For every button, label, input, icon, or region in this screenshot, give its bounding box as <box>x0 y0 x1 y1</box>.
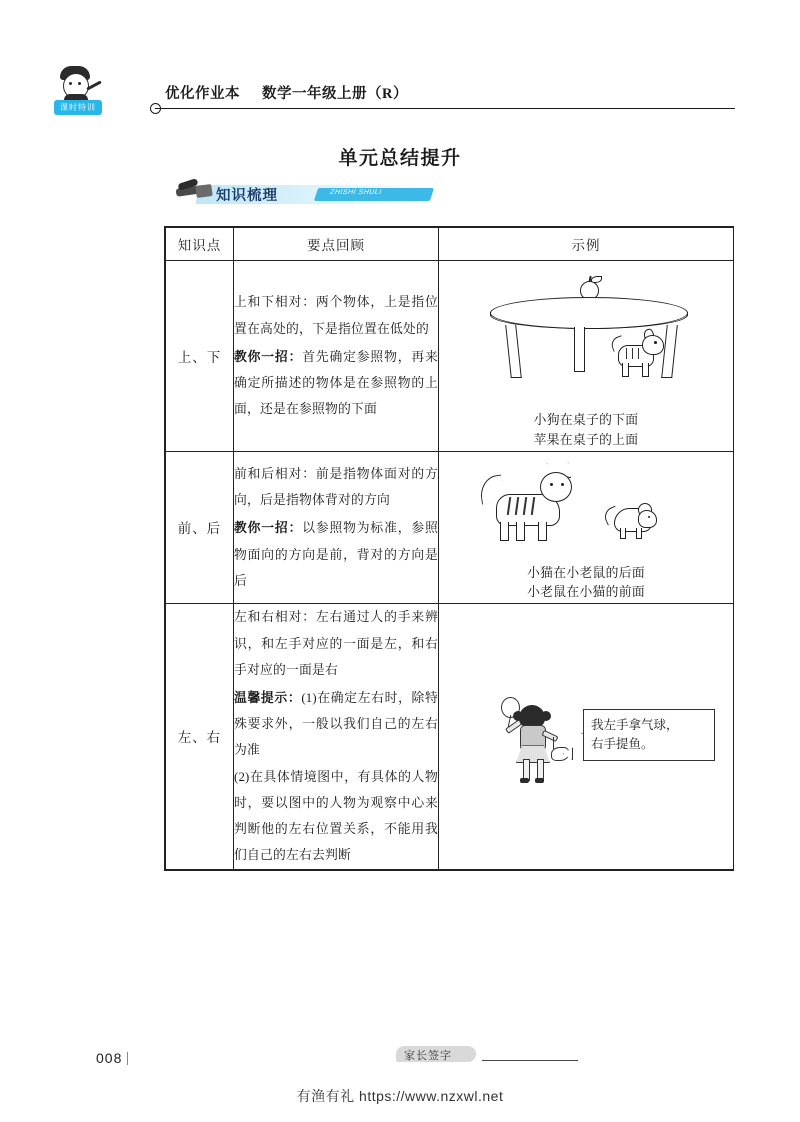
column-header-point: 知识点 <box>166 228 234 261</box>
book-subject: 数学一年级上册（R） <box>262 86 408 102</box>
column-header-recall: 要点回顾 <box>234 228 439 261</box>
row-recall-up-down <box>234 261 439 452</box>
page-header <box>0 72 800 122</box>
section-banner <box>140 183 430 209</box>
recall-tip-text: 以参照物为标准，参照物面向的方向是前，背对的方向是后 <box>234 521 439 588</box>
series-logo <box>52 64 112 122</box>
row-example-left-right <box>439 604 734 869</box>
table-row <box>166 604 734 869</box>
row-point-left-right: 左、右 <box>166 604 234 869</box>
example-caption-front-back <box>439 564 733 604</box>
recall-main-text: 上和下相对：两个物体，上是指位置在高处的，下是指位置在低处的 <box>234 295 438 336</box>
signature-label: 家长签字 <box>404 1050 452 1062</box>
recall-tip-text: 首先确定参照物，再来确定所描述的物体是在参照物的上面，还是在参照物的下面 <box>234 349 439 417</box>
cat-icon <box>490 466 585 546</box>
example-caption-up-down <box>439 411 733 451</box>
caption-line-2: 苹果在桌子的上面 <box>533 432 639 447</box>
signature-line <box>482 1060 578 1061</box>
table-header-row <box>166 228 734 261</box>
recall-tip-label: 教你一招： <box>234 521 303 536</box>
page-title: 单元总结提升 <box>338 148 462 169</box>
footer-page-number <box>96 1050 128 1066</box>
row-example-up-down <box>439 261 734 452</box>
watermark-text: 有渔有礼 https://www.nzxwl.net <box>296 1088 504 1104</box>
girl-icon <box>499 689 575 785</box>
page-number-value: 008 <box>96 1050 123 1066</box>
row-recall-front-back <box>234 451 439 604</box>
recall-main-text: 左和右相对：左右通过人的手来辨识，和左手对应的一面是左，和右手对应的一面是右 <box>234 610 438 677</box>
recall-tip-text: (1)在确定左右时，除特殊要求外，一般以我们自己的左右为准 <box>234 690 438 758</box>
footer-signature-area <box>396 1046 696 1066</box>
table-row <box>166 451 734 604</box>
recall-tip-label: 教你一招： <box>234 349 303 364</box>
caption-line-1: 小猫在小老鼠的后面 <box>527 565 645 580</box>
section-pinyin: ZHISHI SHULI <box>328 189 383 196</box>
recall-tip-text-2: (2)在具体情境图中，有具体的人物时，要以图中的人物为观察中心来判断他的左右位置关系，不能用我们自己的左右去判断 <box>234 769 438 863</box>
logo-badge-label: 课时特训 <box>54 100 102 115</box>
row-example-front-back <box>439 451 734 604</box>
logo-character-icon <box>60 66 90 100</box>
column-header-example: 示例 <box>439 228 734 261</box>
book-title: 优化作业本 <box>165 86 240 102</box>
dog-icon <box>616 327 672 377</box>
illustration-girl-balloon-fish <box>441 681 731 791</box>
illustration-cat-mouse <box>456 458 716 558</box>
row-point-up-down: 上、下 <box>166 261 234 452</box>
brush-icon <box>176 181 216 205</box>
mouse-icon <box>608 498 670 542</box>
speech-line-1: 我左手拿气球， <box>591 718 679 733</box>
caption-line-2: 小老鼠在小猫的前面 <box>527 585 645 600</box>
section-label: 知识梳理 <box>216 188 278 204</box>
caption-line-1: 小狗在桌子的下面 <box>533 413 639 427</box>
knowledge-table <box>164 226 734 871</box>
recall-tip-label: 温馨提示： <box>234 690 302 705</box>
header-title-group <box>165 82 408 103</box>
speech-line-2: 右手提鱼。 <box>591 737 654 752</box>
speech-bubble <box>583 709 715 761</box>
table-row <box>166 261 734 452</box>
row-point-front-back: 前、后 <box>166 451 234 604</box>
header-divider <box>155 108 735 109</box>
recall-main-text: 前和后相对：前是指物体面对的方向，后是指物体背对的方向 <box>234 466 438 508</box>
table-top-shape <box>490 297 688 329</box>
illustration-table-dog-apple <box>456 265 716 405</box>
row-recall-left-right <box>234 604 439 869</box>
